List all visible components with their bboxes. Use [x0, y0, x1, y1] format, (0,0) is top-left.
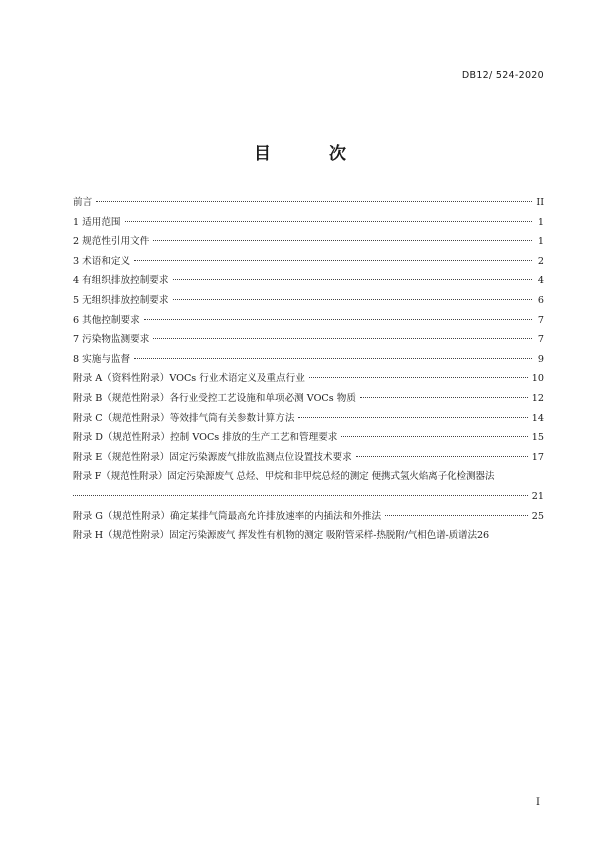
- toc-page: 10: [531, 373, 544, 385]
- toc-page: 15: [531, 432, 544, 444]
- toc-leader: [153, 240, 532, 241]
- toc-label: 8 实施与监督: [73, 353, 131, 365]
- toc-entry-5[interactable]: [73, 291, 544, 311]
- page-number: I: [536, 797, 540, 808]
- toc-page: 7: [537, 334, 544, 346]
- toc-page: 1: [537, 236, 544, 248]
- toc-page: 26: [476, 530, 490, 542]
- toc-page: 7: [537, 314, 544, 326]
- toc-leader: [153, 338, 532, 339]
- toc-label: 附录 E（规范性附录）固定污染源废气排放监测点位设置技术要求: [73, 451, 352, 463]
- toc-entry-appendix-f[interactable]: [73, 467, 544, 506]
- toc-label: 附录 H（规范性附录）固定污染源废气 挥发性有机物的测定 吸附管采样-热脱附/气相色谱-质谱法: [73, 530, 477, 542]
- toc-label: 附录 D（规范性附录）控制 VOCs 排放的生产工艺和管理要求: [73, 432, 338, 444]
- toc-page: 25: [531, 510, 544, 522]
- toc-title: 目 次: [254, 144, 372, 164]
- toc-entry-foreword[interactable]: [73, 193, 544, 213]
- toc-leader: [96, 201, 532, 202]
- toc-leader: [134, 358, 532, 359]
- toc-entry-8[interactable]: [73, 350, 544, 370]
- toc-label: 2 规范性引用文件: [73, 236, 150, 248]
- toc-entry-appendix-a[interactable]: [73, 369, 544, 389]
- toc-leader: [125, 221, 532, 222]
- toc-page: 4: [537, 275, 544, 287]
- toc-leader: [173, 299, 533, 300]
- toc-entry-1[interactable]: [73, 213, 544, 233]
- toc-leader: [309, 377, 528, 378]
- toc-page: 12: [531, 392, 544, 404]
- toc-entry-appendix-c[interactable]: [73, 409, 544, 429]
- toc-page: 21: [531, 490, 544, 502]
- document-code: DB12/ 524-2020: [461, 70, 544, 81]
- toc-label: 附录 C（规范性附录）等效排气筒有关参数计算方法: [73, 412, 295, 424]
- toc-leader: [341, 436, 527, 437]
- toc-page: II: [536, 197, 544, 208]
- toc-entry-appendix-e[interactable]: [73, 448, 544, 468]
- toc-entry-appendix-b[interactable]: [73, 389, 544, 409]
- toc-page: 6: [537, 294, 544, 306]
- toc-leader: [298, 417, 527, 418]
- toc-page: 9: [537, 353, 544, 365]
- toc-entry-2[interactable]: [73, 232, 544, 252]
- toc-label: 4 有组织排放控制要求: [73, 275, 169, 287]
- toc-entry-appendix-g[interactable]: [73, 507, 544, 527]
- toc-label: 7 污染物监测要求: [73, 334, 150, 346]
- toc-entry-3[interactable]: [73, 252, 544, 272]
- toc-leader: [356, 456, 528, 457]
- toc-page: 17: [531, 451, 544, 463]
- toc-label: 前言: [73, 197, 93, 208]
- toc-leader: [144, 319, 532, 320]
- toc-entry-appendix-h[interactable]: [73, 526, 544, 546]
- toc-entry-appendix-d[interactable]: [73, 428, 544, 448]
- toc-label: 附录 F（规范性附录）固定污染源废气 总烃、甲烷和非甲烷总烃的测定 便携式氢火焰离子化检测器法: [73, 471, 495, 483]
- toc-entry-6[interactable]: [73, 311, 544, 331]
- toc-leader: [173, 279, 533, 280]
- toc-label: 1 适用范围: [73, 216, 121, 228]
- toc-leader: [134, 260, 532, 261]
- table-of-contents: [73, 193, 544, 546]
- toc-label: 6 其他控制要求: [73, 314, 140, 326]
- toc-entry-7[interactable]: [73, 330, 544, 350]
- toc-label: 附录 B（规范性附录）各行业受控工艺设施和单项必测 VOCs 物质: [73, 392, 356, 404]
- toc-leader: [360, 397, 528, 398]
- toc-label: 3 术语和定义: [73, 255, 131, 267]
- toc-page: 14: [531, 412, 544, 424]
- toc-label: 附录 G（规范性附录）确定某排气筒最高允许排放速率的内插法和外推法: [73, 510, 382, 522]
- toc-label: 5 无组织排放控制要求: [73, 294, 169, 306]
- toc-leader: [73, 495, 528, 496]
- toc-page: 1: [537, 216, 544, 228]
- toc-entry-4[interactable]: [73, 271, 544, 291]
- toc-label: 附录 A（资料性附录）VOCs 行业术语定义及重点行业: [73, 373, 305, 385]
- toc-leader: [385, 515, 528, 516]
- toc-page: 2: [537, 255, 544, 267]
